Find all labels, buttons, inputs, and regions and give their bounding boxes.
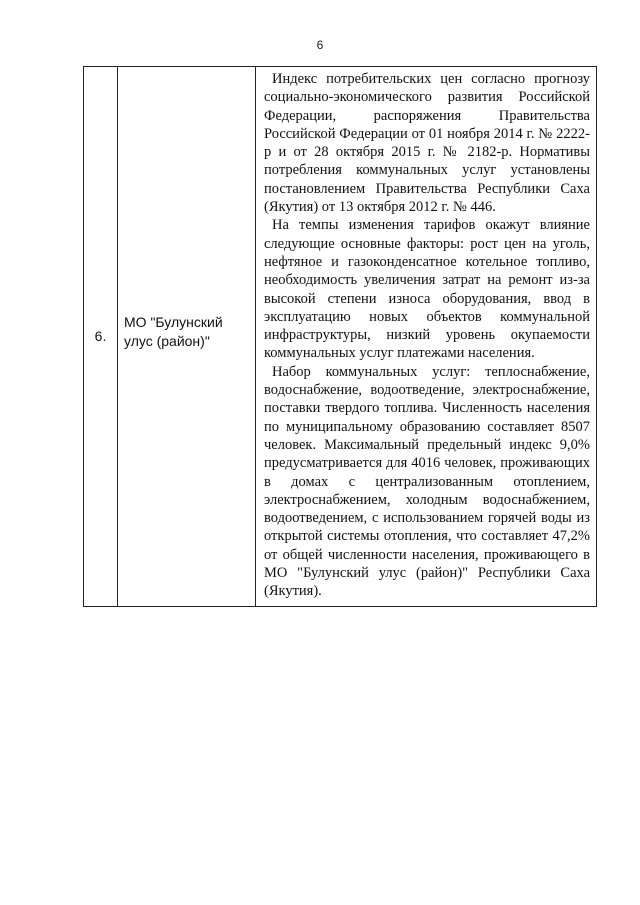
paragraph-price-index: Индекс потребительских цен согласно прогнозу социально-экономического развития Российской Федерации, распоряжения Правительства Российской Федерации от 01 ноября 2014 г. № 2222-р и от 28 октября 2015 г. № 2182-р. Нормативы потребления коммунальных услуг установлены постановлением Правительства Республики Саха (Якутия) от 13 октября 2012 г. № 446. [264,71,590,216]
municipality-cell [118,67,256,607]
description-cell [256,67,597,607]
tariff-table [83,66,597,607]
paragraph-tariff-factors: На темпы изменения тарифов окажут влияние следующие основные факторы: рост цен на уголь, нефтяное и газоконденсатное котельное топливо, необходимость увеличения затрат на ремонт из-за высокой степени износа оборудования, ввод в эксплуатацию новых объектов коммунальной инфраструктуры, низкий уровень окупаемости коммунальных услуг платежами населения. [264,217,590,362]
paragraph-services-population: Набор коммунальных услуг: теплоснабжение, водоснабжение, водоотведение, электроснабжение, поставки твердого топлива. Численность населения по муниципальному образованию составляет 8507 человек. Максимальный предельный индекс 9,0% предусматривается для 4016 человек, проживающих в домах с централизованным отоплением, электроснабжением, холодным водоснабжением, водоотведением, с использованием горячей воды из открытой системы отопления, что составляет 47,2% от общей численности населения, проживающего в МО "Булунский улус (район)" Республики Саха (Якутия). [264,363,590,600]
municipality-name: МО "Булунский улус (район)" [124,314,223,350]
row-number-cell [84,67,118,607]
row-number: 6. [94,328,107,345]
page-number: 6 [316,38,324,52]
table-row [84,67,597,607]
